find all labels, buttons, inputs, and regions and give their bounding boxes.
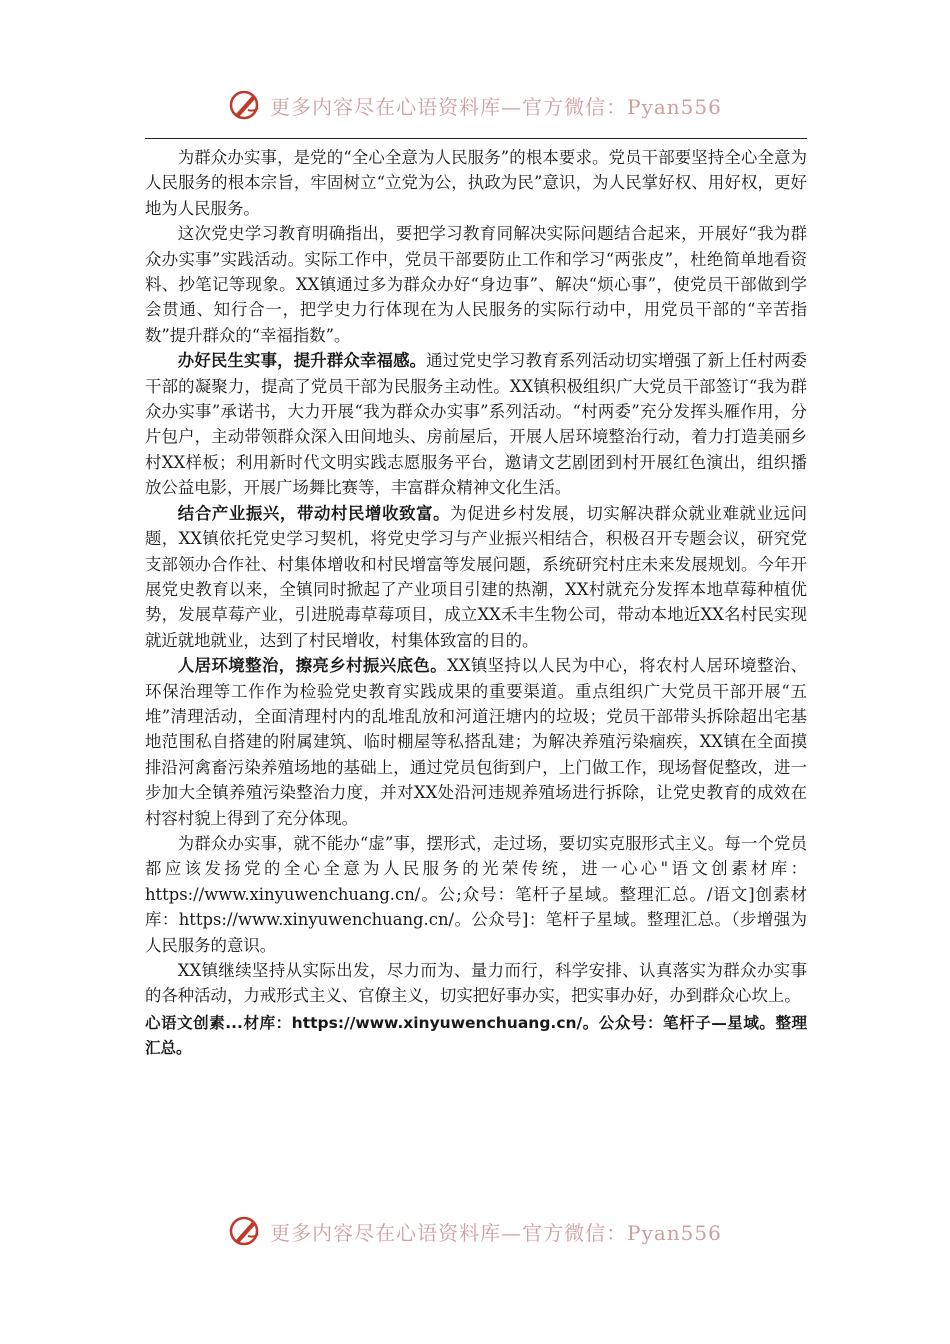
pen-logo-icon	[228, 88, 262, 122]
banner-text: 更多内容尽在心语资料库—官方微信：Pyan556	[270, 1220, 722, 1245]
footer-banner	[0, 1206, 950, 1256]
paragraph: 这次党史学习教育明确指出，要把学习教育同解决实际问题结合起来，开展好“我为群众办实事”实践活动。实际工作中，党员干部要防止工作和学习“两张皮”，杜绝简单地看资料、抄笔记等现象。XX镇通过多为群众办好“身边事”、解决“烦心事”，使党员干部做到学会贯通、知行合一，把学史力行体现在为人民服务的实际行动中，用党员干部的“辛苦指数”提升群众的“幸福指数”。	[145, 224, 807, 345]
paragraph: 结合产业振兴，带动村民增收致富。为促进乡村发展，切实解决群众就业难就业远问题，XX镇依托党史学习契机，将党史学习与产业振兴相结合，积极召开专题会议，研究党支部领办合作社、村集体增收和村民增富等发展问题，系统研究村庄未来发展规划。今年开展党史教育以来，全镇同时掀起了产业项目引建的热潮，XX村就充分发挥本地草莓种植优势，发展草莓产业，引进脱毒草莓项目，成立XX禾丰生物公司，带动本地近XX名村民实现就近就地就业，达到了村民增收，村集体致富的目的。	[145, 503, 808, 650]
banner-text: 更多内容尽在心语资料库—官方微信：Pyan556	[270, 94, 722, 119]
article-body	[145, 145, 807, 1061]
paragraph-heading: 人居环境整治，擦亮乡村振兴底色。	[177, 656, 448, 676]
paragraph-heading: 结合产业振兴，带动村民增收致富。	[177, 503, 451, 523]
paragraph: XX镇继续坚持从实际出发，尽力而为、量力而行，科学安排、认真落实为群众办实事的各种活动，力戒形式主义、官僚主义，切实把好事办实，把实事办好，办到群众心坎上。	[145, 961, 807, 1006]
footer-note: 心语文创素...材库：https://www.xinyuwenchuang.cn/。公众号：笔杆子—星域。整理汇总。	[145, 1013, 807, 1057]
paragraph: 人居环境整治，擦亮乡村振兴底色。XX镇坚持以人民为中心，将农村人居环境整治、环保治理等工作作为检验党史教育实践成果的重要渠道。重点组织广大党员干部开展“五堆”清理活动，全面清理村内的乱堆乱放和河道汪塘内的垃圾；党员干部带头拆除超出宅基地范围私自搭建的附属建筑、临时棚屋等私搭乱建；为解决养殖污染痼疾，XX镇在全面摸排沿河禽畜污染养殖场地的基础上，通过党员包街到户，上门做工作，现场督促整改，进一步加大全镇养殖污染整治力度，并对XX处沿河违规养殖场进行拆除，让党史教育的成效在村容村貌上得到了充分体现。	[145, 656, 808, 828]
paragraph: 为群众办实事，是党的“全心全意为人民服务”的根本要求。党员干部要坚持全心全意为人民服务的根本宗旨，牢固树立“立党为公，执政为民”意识，为人民掌好权、用好权，更好地为人民服务。	[145, 148, 807, 218]
header-banner	[0, 80, 950, 130]
header-divider	[145, 138, 807, 139]
pen-logo-icon	[228, 1214, 262, 1248]
paragraph: 为群众办实事，就不能办“虚”事，摆形式，走过场，要切实克服形式主义。每一个党员都应该发扬党的全心全意为人民服务的光荣传统，进一心心"语文创素材库：https://www.xinyuwenchuang.cn/。公;众号：笔杆子星域。整理汇总。/语文]创素材库：https://www.xinyuwenchuang.cn/。公众号]：笔杆子星域。整理汇总。（步增强为人民服务的意识。	[145, 833, 807, 955]
paragraph: 办好民生实事，提升群众幸福感。通过党史学习教育系列活动切实增强了新上任村两委干部的凝聚力，提高了党员干部为民服务主动性。XX镇积极组织广大党员干部签订“我为群众办实事”承诺书，大力开展“我为群众办实事”系列活动。“村两委”充分发挥头雁作用，分片包户，主动带领群众深入田间地头、房前屋后，开展人居环境整治行动，着力打造美丽乡村XX样板；利用新时代文明实践志愿服务平台，邀请文艺剧团到村开展红色演出，组织播放公益电影，开展广场舞比赛等，丰富群众精神文化生活。	[145, 351, 807, 498]
paragraph-heading: 办好民生实事，提升群众幸福感。	[177, 351, 427, 371]
